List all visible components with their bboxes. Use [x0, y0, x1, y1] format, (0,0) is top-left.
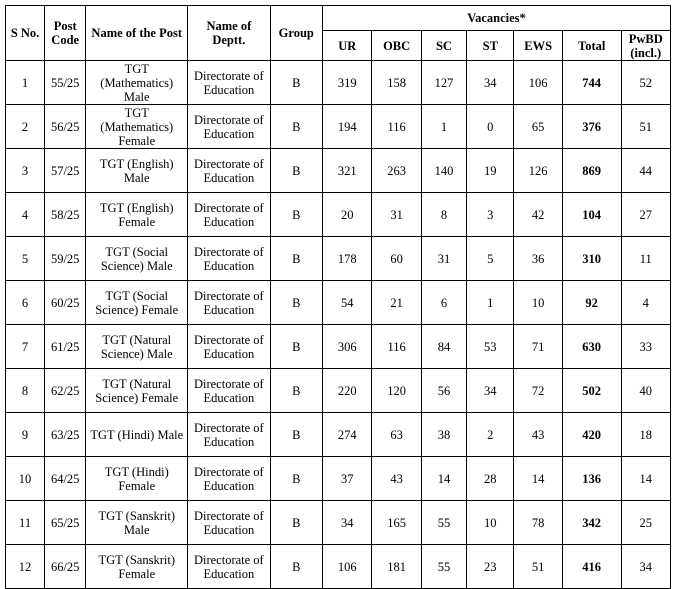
cell-pwbd: 40 [621, 369, 671, 413]
cell-st: 53 [467, 325, 514, 369]
cell-group: B [270, 325, 322, 369]
cell-post-name: TGT (Hindi) Female [86, 457, 188, 501]
vacancy-table [5, 5, 671, 589]
cell-post-code: 60/25 [45, 281, 86, 325]
table-row [6, 325, 671, 369]
header-group: Group [270, 6, 322, 61]
cell-obc: 181 [372, 545, 421, 589]
cell-ews: 72 [514, 369, 562, 413]
cell-pwbd: 25 [621, 501, 671, 545]
cell-group: B [270, 501, 322, 545]
table-row [6, 105, 671, 149]
cell-total: 502 [562, 369, 621, 413]
cell-ur: 34 [323, 501, 372, 545]
header-total: Total [562, 31, 621, 61]
table-row [6, 193, 671, 237]
cell-obc: 60 [372, 237, 421, 281]
header-row-top [6, 6, 671, 31]
cell-st: 28 [467, 457, 514, 501]
header-ews: EWS [514, 31, 562, 61]
header-sc: SC [421, 31, 466, 61]
cell-post-code: 57/25 [45, 149, 86, 193]
cell-sno: 12 [6, 545, 45, 589]
cell-ur: 306 [323, 325, 372, 369]
table-row [6, 369, 671, 413]
cell-ews: 42 [514, 193, 562, 237]
cell-department: Directorate of Education [188, 193, 270, 237]
cell-ews: 106 [514, 61, 562, 105]
cell-department: Directorate of Education [188, 413, 270, 457]
cell-post-name: TGT (English) Male [86, 149, 188, 193]
cell-sc: 14 [421, 457, 466, 501]
cell-sno: 4 [6, 193, 45, 237]
table-row [6, 413, 671, 457]
cell-pwbd: 27 [621, 193, 671, 237]
cell-obc: 158 [372, 61, 421, 105]
cell-st: 2 [467, 413, 514, 457]
table-row [6, 501, 671, 545]
cell-post-name: TGT (Social Science) Male [86, 237, 188, 281]
cell-st: 3 [467, 193, 514, 237]
cell-sno: 1 [6, 61, 45, 105]
table-row [6, 149, 671, 193]
cell-ur: 178 [323, 237, 372, 281]
cell-ur: 20 [323, 193, 372, 237]
cell-post-code: 63/25 [45, 413, 86, 457]
table-row [6, 545, 671, 589]
cell-department: Directorate of Education [188, 61, 270, 105]
cell-pwbd: 52 [621, 61, 671, 105]
cell-department: Directorate of Education [188, 281, 270, 325]
cell-ur: 194 [323, 105, 372, 149]
header-sno: S No. [6, 6, 45, 61]
cell-obc: 263 [372, 149, 421, 193]
cell-sc: 55 [421, 501, 466, 545]
cell-group: B [270, 413, 322, 457]
cell-pwbd: 18 [621, 413, 671, 457]
header-post-code: Post Code [45, 6, 86, 61]
cell-total: 416 [562, 545, 621, 589]
cell-post-name: TGT (Natural Science) Female [86, 369, 188, 413]
cell-sno: 7 [6, 325, 45, 369]
cell-department: Directorate of Education [188, 149, 270, 193]
cell-post-code: 66/25 [45, 545, 86, 589]
cell-obc: 63 [372, 413, 421, 457]
table-row [6, 281, 671, 325]
cell-sc: 127 [421, 61, 466, 105]
cell-group: B [270, 105, 322, 149]
header-st: ST [467, 31, 514, 61]
cell-ur: 220 [323, 369, 372, 413]
cell-post-code: 65/25 [45, 501, 86, 545]
cell-department: Directorate of Education [188, 457, 270, 501]
cell-total: 342 [562, 501, 621, 545]
cell-post-name: TGT (Social Science) Female [86, 281, 188, 325]
table-body [6, 61, 671, 589]
cell-sc: 55 [421, 545, 466, 589]
cell-total: 869 [562, 149, 621, 193]
cell-st: 10 [467, 501, 514, 545]
cell-post-code: 58/25 [45, 193, 86, 237]
cell-pwbd: 34 [621, 545, 671, 589]
table-row [6, 61, 671, 105]
cell-obc: 21 [372, 281, 421, 325]
cell-sno: 9 [6, 413, 45, 457]
cell-pwbd: 33 [621, 325, 671, 369]
cell-sno: 8 [6, 369, 45, 413]
cell-pwbd: 14 [621, 457, 671, 501]
cell-department: Directorate of Education [188, 237, 270, 281]
cell-pwbd: 51 [621, 105, 671, 149]
cell-total: 136 [562, 457, 621, 501]
cell-ur: 319 [323, 61, 372, 105]
cell-department: Directorate of Education [188, 545, 270, 589]
cell-ur: 54 [323, 281, 372, 325]
cell-post-code: 55/25 [45, 61, 86, 105]
cell-department: Directorate of Education [188, 369, 270, 413]
cell-group: B [270, 149, 322, 193]
cell-post-name: TGT (Mathematics) Female [86, 105, 188, 149]
cell-sc: 8 [421, 193, 466, 237]
cell-post-name: TGT (Sanskrit) Female [86, 545, 188, 589]
cell-st: 34 [467, 369, 514, 413]
cell-ur: 106 [323, 545, 372, 589]
cell-ews: 71 [514, 325, 562, 369]
cell-st: 1 [467, 281, 514, 325]
cell-ews: 78 [514, 501, 562, 545]
header-pwbd: PwBD (incl.) [621, 31, 671, 61]
cell-ews: 43 [514, 413, 562, 457]
cell-obc: 165 [372, 501, 421, 545]
cell-st: 5 [467, 237, 514, 281]
cell-ews: 36 [514, 237, 562, 281]
cell-ews: 126 [514, 149, 562, 193]
cell-ur: 37 [323, 457, 372, 501]
cell-total: 310 [562, 237, 621, 281]
cell-obc: 120 [372, 369, 421, 413]
cell-st: 34 [467, 61, 514, 105]
cell-ews: 14 [514, 457, 562, 501]
cell-ews: 51 [514, 545, 562, 589]
cell-total: 420 [562, 413, 621, 457]
cell-sno: 2 [6, 105, 45, 149]
header-vacancies: Vacancies* [323, 6, 671, 31]
cell-sno: 11 [6, 501, 45, 545]
cell-total: 744 [562, 61, 621, 105]
cell-department: Directorate of Education [188, 501, 270, 545]
cell-sno: 3 [6, 149, 45, 193]
cell-post-name: TGT (Natural Science) Male [86, 325, 188, 369]
cell-sno: 6 [6, 281, 45, 325]
header-post-name: Name of the Post [86, 6, 188, 61]
cell-obc: 116 [372, 105, 421, 149]
cell-pwbd: 11 [621, 237, 671, 281]
header-obc: OBC [372, 31, 421, 61]
cell-sc: 38 [421, 413, 466, 457]
cell-post-name: TGT (English) Female [86, 193, 188, 237]
cell-group: B [270, 457, 322, 501]
cell-total: 92 [562, 281, 621, 325]
cell-post-code: 56/25 [45, 105, 86, 149]
cell-sc: 1 [421, 105, 466, 149]
cell-group: B [270, 545, 322, 589]
cell-obc: 116 [372, 325, 421, 369]
cell-st: 23 [467, 545, 514, 589]
cell-sc: 6 [421, 281, 466, 325]
cell-ur: 274 [323, 413, 372, 457]
cell-pwbd: 4 [621, 281, 671, 325]
cell-post-code: 61/25 [45, 325, 86, 369]
cell-obc: 43 [372, 457, 421, 501]
cell-post-code: 59/25 [45, 237, 86, 281]
cell-post-name: TGT (Sanskrit) Male [86, 501, 188, 545]
cell-post-name: TGT (Mathematics) Male [86, 61, 188, 105]
cell-sc: 140 [421, 149, 466, 193]
cell-total: 630 [562, 325, 621, 369]
cell-department: Directorate of Education [188, 105, 270, 149]
cell-ews: 65 [514, 105, 562, 149]
cell-sno: 5 [6, 237, 45, 281]
cell-sno: 10 [6, 457, 45, 501]
cell-ews: 10 [514, 281, 562, 325]
cell-group: B [270, 369, 322, 413]
cell-total: 104 [562, 193, 621, 237]
cell-obc: 31 [372, 193, 421, 237]
cell-sc: 56 [421, 369, 466, 413]
cell-st: 19 [467, 149, 514, 193]
cell-group: B [270, 281, 322, 325]
header-ur: UR [323, 31, 372, 61]
cell-sc: 84 [421, 325, 466, 369]
table-row [6, 237, 671, 281]
cell-group: B [270, 61, 322, 105]
header-department: Name of Deptt. [188, 6, 270, 61]
cell-group: B [270, 237, 322, 281]
cell-sc: 31 [421, 237, 466, 281]
cell-st: 0 [467, 105, 514, 149]
table-row [6, 457, 671, 501]
cell-post-code: 62/25 [45, 369, 86, 413]
cell-post-code: 64/25 [45, 457, 86, 501]
cell-post-name: TGT (Hindi) Male [86, 413, 188, 457]
cell-pwbd: 44 [621, 149, 671, 193]
cell-group: B [270, 193, 322, 237]
cell-department: Directorate of Education [188, 325, 270, 369]
cell-total: 376 [562, 105, 621, 149]
cell-ur: 321 [323, 149, 372, 193]
